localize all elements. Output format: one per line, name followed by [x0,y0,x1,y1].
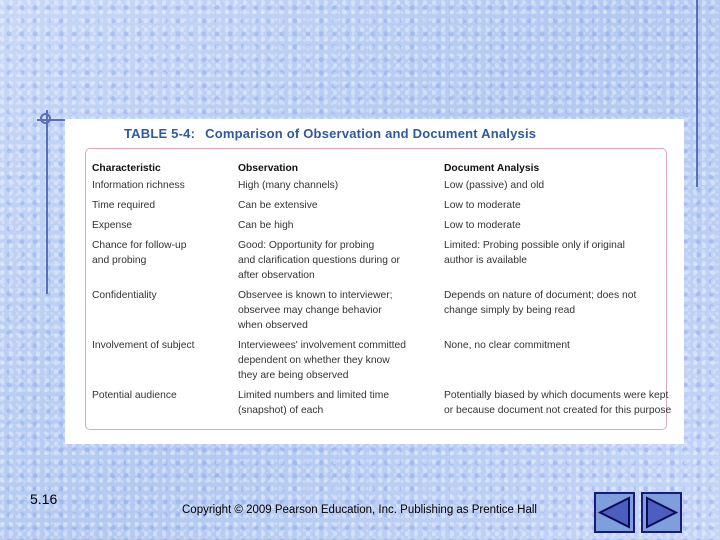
table-cell-document-analysis: Limited: Probing possible only if original [444,240,625,251]
column-header-document-analysis: Document Analysis [444,163,540,174]
table-cell-observation: after observation [238,270,315,281]
table-cell-observation: High (many channels) [238,180,339,191]
table-cell-observation: they are being observed [238,370,349,381]
table-cell-characteristic: Confidentiality [92,290,157,301]
table-cell-observation: and clarification questions during or [238,255,400,266]
table-cell-characteristic: Chance for follow-up [92,240,187,251]
table-cell-document-analysis: None, no clear commitment [444,340,570,351]
table-cell-characteristic: and probing [92,255,147,266]
triangle-right-icon [643,494,680,531]
column-header-characteristic: Characteristic [92,163,161,174]
table-cell-observation: Can be extensive [238,200,318,211]
table-cell-document-analysis: or because document not created for this purpose [444,405,672,416]
table-cell-characteristic: Expense [92,220,133,231]
table-cell-document-analysis: Low to moderate [444,220,521,231]
previous-slide-button[interactable] [594,492,635,533]
table-cell-document-analysis: Low (passive) and old [444,180,545,191]
table-cell-observation: dependent on whether they know [238,355,390,366]
triangle-left-icon [596,494,633,531]
column-header-observation: Observation [238,163,299,174]
table-cell-observation: Good: Opportunity for probing [238,240,375,251]
table-cell-document-analysis: Depends on nature of document; does not [444,290,637,301]
table-cell-document-analysis: author is available [444,255,527,266]
table-cell-observation: Limited numbers and limited time [238,390,390,401]
table-label: TABLE 5-4: [124,126,196,141]
next-slide-button[interactable] [641,492,682,533]
table-cell-characteristic: Time required [92,200,156,211]
table-cell-observation: when observed [238,320,308,331]
copyright-text: Copyright © 2009 Pearson Education, Inc. Publishing as Prentice Hall [182,504,537,516]
table-cell-observation: observee may change behavior [238,305,382,316]
decorative-line-right [696,0,698,187]
decorative-circle [40,113,51,124]
table-cell-document-analysis: Low to moderate [444,200,521,211]
table-cell-document-analysis: change simply by being read [444,305,576,316]
table-title [124,126,536,141]
slide-number: 5.16 [30,491,58,507]
table-cell-observation: (snapshot) of each [238,405,324,416]
table-cell-observation: Interviewees' involvement committed [238,340,406,351]
table-cell-characteristic: Information richness [92,180,185,191]
table-cell-observation: Can be high [238,220,294,231]
table-caption: Comparison of Observation and Document Analysis [205,126,537,141]
decorative-line-vertical [46,110,48,294]
table-cell-characteristic: Potential audience [92,390,177,401]
table-cell-observation: Observee is known to interviewer; [238,290,393,301]
table-cell-document-analysis: Potentially biased by which documents were kept [444,390,669,401]
table-cell-characteristic: Involvement of subject [92,340,195,351]
